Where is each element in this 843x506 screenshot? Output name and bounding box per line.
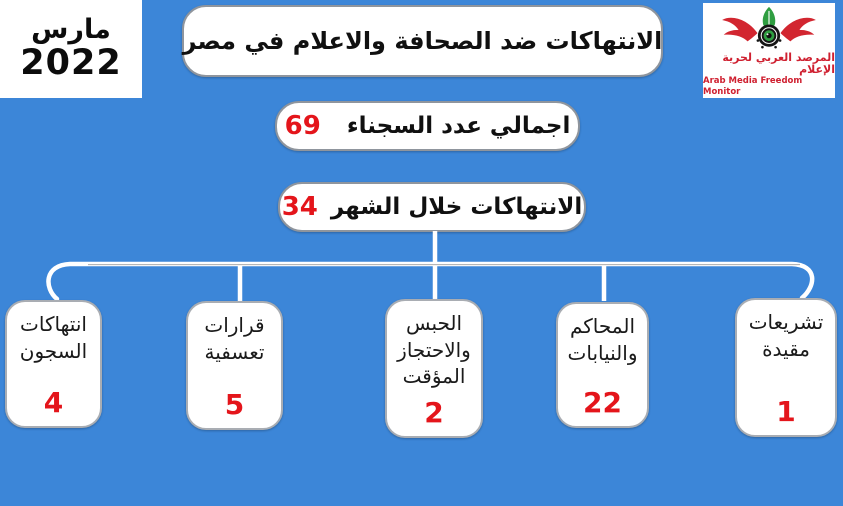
total-prisoners-value: 69: [284, 111, 321, 141]
branch-box-restrictive-legislation: [735, 298, 837, 437]
branch-label: انتهاكات: [20, 312, 87, 336]
branch-label: المحاكم: [569, 314, 636, 338]
branch-value: 4: [43, 386, 64, 420]
branch-label: قرارات: [204, 313, 265, 337]
connector-lines: [0, 230, 843, 310]
branch-value: 5: [224, 388, 245, 422]
branch-value: 1: [776, 395, 796, 429]
branch-label: تعسفية: [204, 339, 265, 364]
date-year: 2022: [20, 42, 122, 83]
month-violations-value: 34: [281, 192, 318, 222]
camera-lens-icon: [757, 25, 782, 49]
branch-label: الحبس: [405, 311, 463, 335]
page-title: الانتهاكات ضد الصحافة والاعلام في مصر: [182, 5, 663, 77]
month-violations-label: الانتهاكات خلال الشهر: [330, 194, 583, 220]
branch-box-arbitrary-decisions: [186, 301, 283, 430]
branch-label: والاحتجاز: [397, 337, 471, 362]
branch-label: مقيدة: [762, 336, 810, 361]
branch-value: 2: [424, 396, 444, 430]
branch-label: والنيابات: [567, 340, 638, 365]
month-violations-box: [278, 182, 586, 232]
logo: [703, 3, 835, 98]
branch-box-temporary-detention: [385, 299, 483, 438]
logo-emblem-icon: [710, 6, 828, 54]
total-prisoners-box: [275, 101, 580, 151]
branch-label: السجون: [19, 338, 88, 363]
date-box: [0, 0, 142, 98]
logo-english-name: Arab Media Freedom Monitor: [703, 75, 803, 97]
branch-value: 22: [583, 386, 622, 420]
date-month: مارس: [31, 13, 111, 45]
branch-label: المؤقت: [402, 364, 466, 389]
branch-box-prison-violations: [5, 300, 102, 428]
logo-arabic-name: المرصد العربي لحرية الإعلام: [722, 50, 835, 76]
total-prisoners-label: اجمالي عدد السجناء: [346, 113, 571, 139]
branch-box-courts-prosecutions: [556, 302, 649, 428]
branch-label: تشريعات: [748, 310, 824, 334]
